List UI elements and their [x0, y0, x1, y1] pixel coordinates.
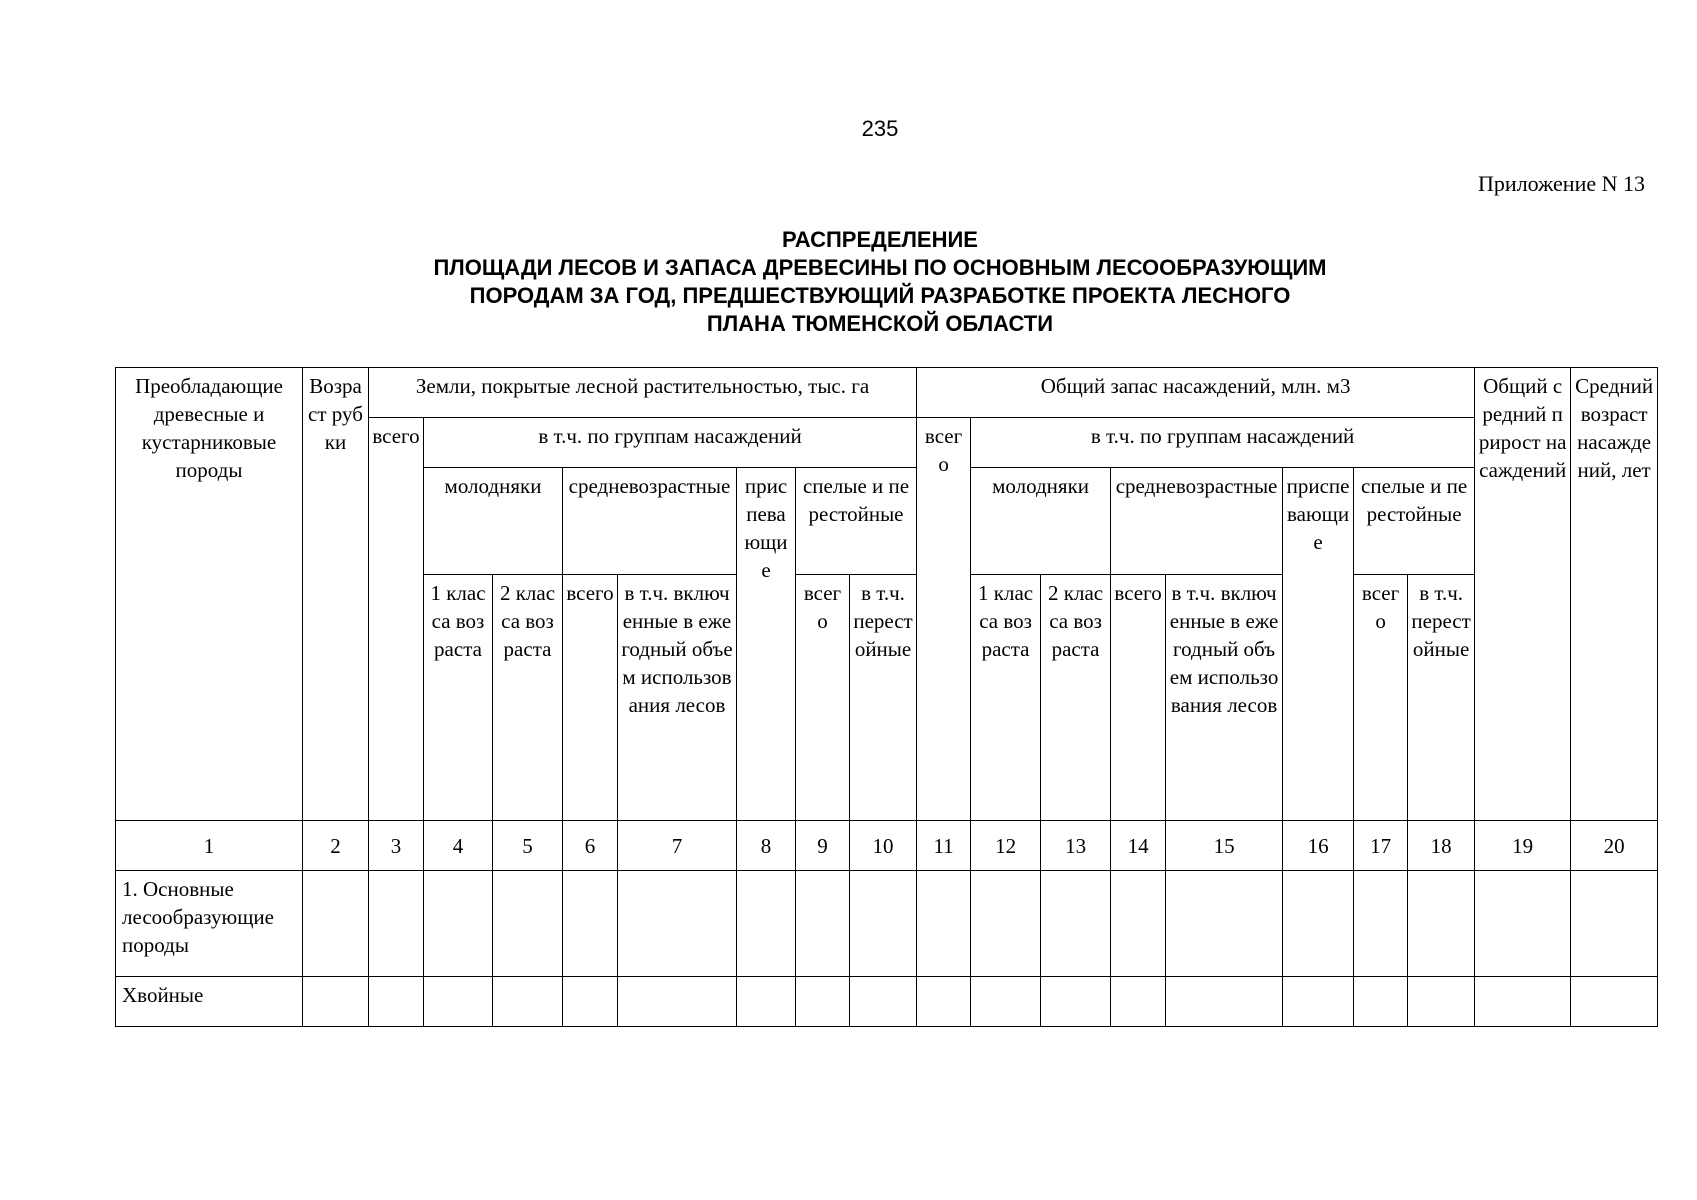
table-cell	[850, 977, 917, 1027]
row-label: Хвойные	[116, 977, 303, 1027]
table-cell	[1283, 977, 1354, 1027]
appendix-label: Приложение N 13	[1478, 171, 1645, 196]
column-number: 4	[424, 821, 493, 871]
column-number: 15	[1166, 821, 1283, 871]
table-cell	[424, 871, 493, 977]
column-number: 5	[493, 821, 563, 871]
header-stock-maturing: приспевающие	[1283, 468, 1354, 821]
header-avg-growth: Общий средний прирост насаждений	[1475, 368, 1571, 821]
table-cell	[971, 871, 1041, 977]
table-cell	[1475, 871, 1571, 977]
table-cell	[1571, 871, 1658, 977]
title-line: ПОРОДАМ ЗА ГОД, ПРЕДШЕСТВУЮЩИЙ РАЗРАБОТКЕ ПРОЕКТА ЛЕСНОГО	[469, 283, 1291, 308]
header-area-overmature: в т.ч. перестойные	[850, 575, 917, 821]
header-stock-middle-aged: средневозрастные	[1111, 468, 1283, 575]
table-cell	[618, 871, 737, 977]
table-cell	[1354, 871, 1408, 977]
table-cell	[850, 871, 917, 977]
header-area-middle-aged: средневозрастные	[563, 468, 737, 575]
table-cell	[737, 977, 796, 1027]
header-species: Преобладающие древесные и кустарниковые породы	[116, 368, 303, 821]
header-area-middle-included: в т.ч. включенные в ежегодный объем использования лесов	[618, 575, 737, 821]
header-stock-class1: 1 класса возраста	[971, 575, 1041, 821]
table-cell	[917, 977, 971, 1027]
column-number: 1	[116, 821, 303, 871]
header-area-mature: спелые и перестойные	[796, 468, 917, 575]
title-line: РАСПРЕДЕЛЕНИЕ	[782, 227, 978, 252]
table-cell	[796, 977, 850, 1027]
table-cell	[618, 977, 737, 1027]
document-title	[0, 226, 1697, 338]
table-cell	[1283, 871, 1354, 977]
table-cell	[1408, 871, 1475, 977]
table-cell	[1166, 977, 1283, 1027]
table-cell	[1111, 871, 1166, 977]
column-number: 10	[850, 821, 917, 871]
title-line: ПЛАНА ТЮМЕНСКОЙ ОБЛАСТИ	[706, 311, 1054, 336]
column-number: 6	[563, 821, 618, 871]
header-stock-overmature: в т.ч. перестойные	[1408, 575, 1475, 821]
table-cell	[303, 871, 369, 977]
table-cell	[369, 977, 424, 1027]
table-cell	[424, 977, 493, 1027]
header-avg-age: Средний возраст насаждений, лет	[1571, 368, 1658, 821]
table-cell	[493, 977, 563, 1027]
table-cell	[917, 871, 971, 977]
distribution-table	[115, 367, 1658, 1027]
table-cell	[563, 871, 618, 977]
header-stock-total: всего	[917, 418, 971, 821]
column-number: 17	[1354, 821, 1408, 871]
column-number: 20	[1571, 821, 1658, 871]
column-number: 12	[971, 821, 1041, 871]
header-area-by-groups: в т.ч. по группам насаждений	[424, 418, 917, 468]
table-cell	[493, 871, 563, 977]
header-stock-mature-total: всего	[1354, 575, 1408, 821]
header-area-middle-total: всего	[563, 575, 618, 821]
table-row	[116, 977, 1658, 1027]
column-number: 3	[369, 821, 424, 871]
table-cell	[369, 871, 424, 977]
table-cell	[1041, 977, 1111, 1027]
table-row	[116, 871, 1658, 977]
header-cutting-age: Возраст рубки	[303, 368, 369, 821]
table-cell	[1408, 977, 1475, 1027]
table-cell	[1475, 977, 1571, 1027]
column-number: 9	[796, 821, 850, 871]
column-number: 16	[1283, 821, 1354, 871]
table-cell	[1111, 977, 1166, 1027]
header-stock-group: Общий запас насаждений, млн. м3	[917, 368, 1475, 418]
header-area-mature-total: всего	[796, 575, 850, 821]
column-number: 8	[737, 821, 796, 871]
column-number: 18	[1408, 821, 1475, 871]
header-area-maturing: приспевающие	[737, 468, 796, 821]
header-area-class2: 2 класса возраста	[493, 575, 563, 821]
header-area-total: всего	[369, 418, 424, 821]
table-cell	[1041, 871, 1111, 977]
column-number: 14	[1111, 821, 1166, 871]
header-stock-middle-included: в т.ч. включенные в ежегодный объем использования лесов	[1166, 575, 1283, 821]
header-area-group: Земли, покрытые лесной растительностью, тыс. га	[369, 368, 917, 418]
header-stock-class2: 2 класса возраста	[1041, 575, 1111, 821]
header-stock-young: молодняки	[971, 468, 1111, 575]
table-cell	[303, 977, 369, 1027]
row-label: 1. Основные лесообразующие породы	[116, 871, 303, 977]
header-stock-mature: спелые и перестойные	[1354, 468, 1475, 575]
page-number: 235	[861, 116, 899, 141]
table-cell	[796, 871, 850, 977]
column-number: 7	[618, 821, 737, 871]
header-area-young: молодняки	[424, 468, 563, 575]
column-number: 19	[1475, 821, 1571, 871]
table-cell	[1354, 977, 1408, 1027]
table-cell	[1166, 871, 1283, 977]
column-number: 13	[1041, 821, 1111, 871]
table-cell	[971, 977, 1041, 1027]
column-number: 2	[303, 821, 369, 871]
header-stock-by-groups: в т.ч. по группам насаждений	[971, 418, 1475, 468]
table-cell	[1571, 977, 1658, 1027]
title-line: ПЛОЩАДИ ЛЕСОВ И ЗАПАСА ДРЕВЕСИНЫ ПО ОСНОВНЫМ ЛЕСООБРАЗУЮЩИМ	[433, 255, 1327, 280]
column-number: 11	[917, 821, 971, 871]
header-stock-middle-total: всего	[1111, 575, 1166, 821]
header-area-class1: 1 класса возраста	[424, 575, 493, 821]
table-cell	[737, 871, 796, 977]
table-cell	[563, 977, 618, 1027]
